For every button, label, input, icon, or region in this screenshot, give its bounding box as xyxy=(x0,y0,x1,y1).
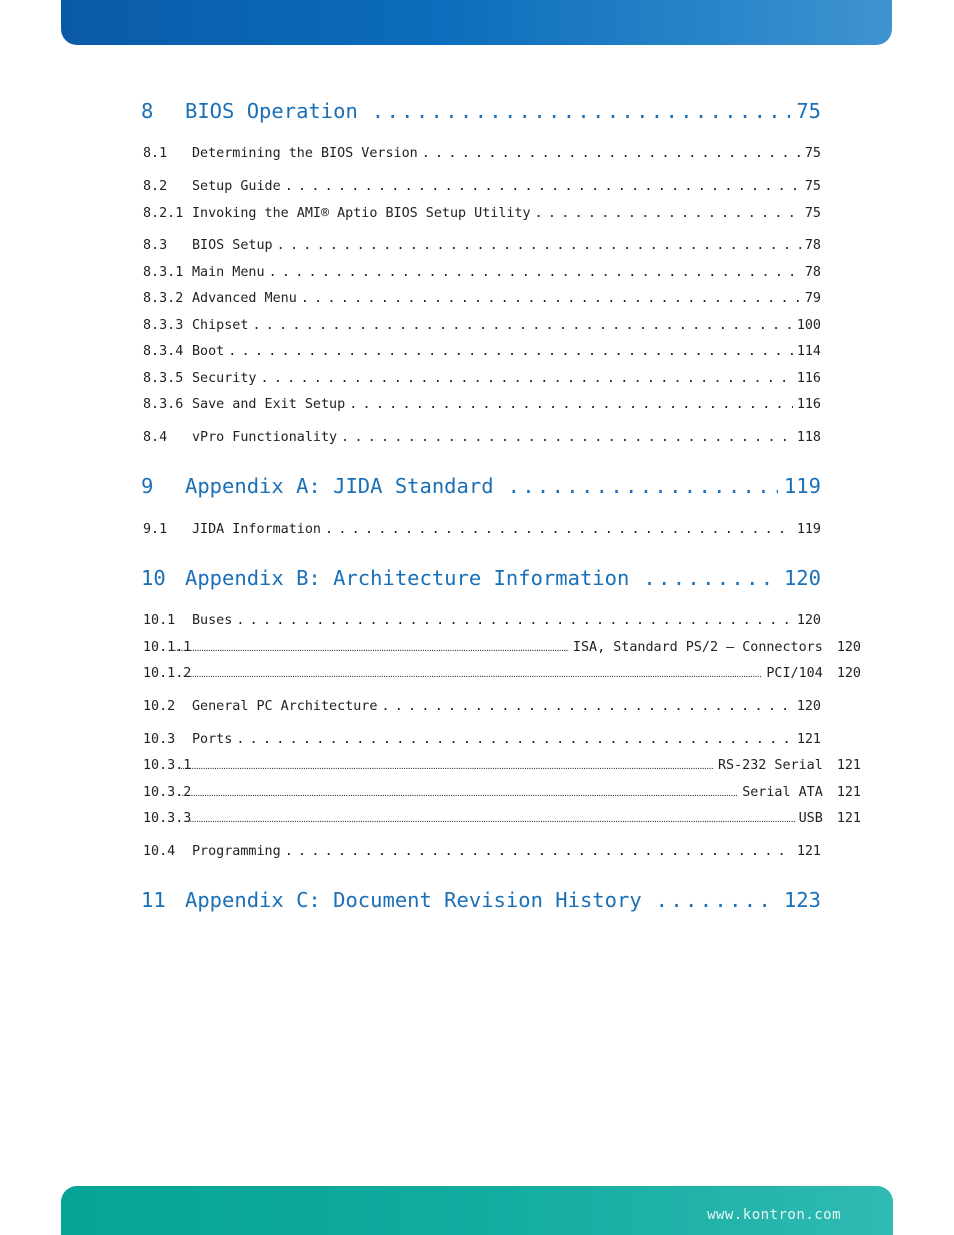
toc-leader xyxy=(172,640,569,655)
toc-leader xyxy=(372,99,791,123)
toc-number: 8 xyxy=(141,99,154,123)
toc-number: 8.3 xyxy=(143,238,168,253)
toc-page: 121 xyxy=(796,844,821,859)
toc-page: 121 xyxy=(836,811,861,826)
toc-leader xyxy=(236,732,793,747)
toc-page: 75 xyxy=(804,146,821,161)
toc-page: 119 xyxy=(783,474,821,498)
toc-leader xyxy=(301,291,801,306)
toc-number: 8.3.4 xyxy=(143,344,184,359)
toc-leader xyxy=(325,522,793,537)
toc-page: 78 xyxy=(804,265,821,280)
toc-page: 79 xyxy=(804,291,821,306)
toc-entry-10-1-1[interactable] xyxy=(143,640,861,655)
toc-leader xyxy=(277,238,801,253)
toc-page: 75 xyxy=(804,206,821,221)
toc-page: 75 xyxy=(796,99,821,123)
toc-title: General PC Architecture xyxy=(192,699,378,714)
toc-number: 8.3.3 xyxy=(143,318,184,333)
toc-page: 120 xyxy=(796,699,821,714)
toc-page: 121 xyxy=(796,732,821,747)
toc-page: 121 xyxy=(836,758,861,773)
toc-page: 120 xyxy=(783,566,821,590)
toc-number: 10 xyxy=(141,566,166,590)
toc-page: 119 xyxy=(796,522,821,537)
toc-page: 78 xyxy=(804,238,821,253)
toc-leader xyxy=(349,397,793,412)
toc-title: Setup Guide xyxy=(192,179,281,194)
toc-number: 10.2 xyxy=(143,699,176,714)
toc-leader xyxy=(183,666,763,681)
toc-page: 120 xyxy=(836,640,861,655)
toc-title: PCI/104 xyxy=(766,666,823,681)
toc-page: 123 xyxy=(783,888,821,912)
toc-number: 8.3.1 xyxy=(143,265,184,280)
toc-number: 8.2.1 xyxy=(143,206,184,221)
toc-page: 118 xyxy=(796,430,821,445)
toc-chapter-9[interactable] xyxy=(141,474,821,498)
toc-chapter-11[interactable] xyxy=(141,888,821,912)
toc-title: Determining the BIOS Version xyxy=(192,146,418,161)
toc-leader xyxy=(508,474,778,498)
toc-entry-8-3-6[interactable] xyxy=(143,397,821,412)
toc-title: Advanced Menu xyxy=(192,291,297,306)
toc-title: BIOS Operation xyxy=(185,99,358,123)
toc-page: 121 xyxy=(836,785,861,800)
toc-title: Programming xyxy=(192,844,281,859)
toc-leader xyxy=(285,179,801,194)
toc-title: Main Menu xyxy=(192,265,265,280)
toc-title: Chipset xyxy=(192,318,249,333)
toc-page: 116 xyxy=(796,371,821,386)
toc-leader xyxy=(261,371,793,386)
toc-entry-8-3[interactable] xyxy=(143,238,821,253)
toc-title: Boot xyxy=(192,344,225,359)
toc-number: 8.3.6 xyxy=(143,397,184,412)
toc-leader xyxy=(269,265,801,280)
toc-title: ISA, Standard PS/2 – Connectors xyxy=(572,640,823,655)
toc-number: 10.3.2 xyxy=(143,785,192,800)
toc-entry-8-3-3[interactable] xyxy=(143,318,821,333)
toc-number: 8.1 xyxy=(143,146,168,161)
toc-title: USB xyxy=(798,811,823,826)
toc-entry-10-3[interactable] xyxy=(143,732,821,747)
toc-title: Appendix A: JIDA Standard xyxy=(185,474,494,498)
footer-band xyxy=(61,1186,893,1235)
toc-number: 10.3 xyxy=(143,732,176,747)
toc-chapter-8[interactable] xyxy=(141,99,821,123)
toc-leader xyxy=(422,146,801,161)
toc-number: 9 xyxy=(141,474,154,498)
toc-page: 120 xyxy=(836,666,861,681)
toc-title: vPro Functionality xyxy=(192,430,338,445)
toc-entry-10-1[interactable] xyxy=(143,613,821,628)
toc-title: Security xyxy=(192,371,257,386)
toc-title: JIDA Information xyxy=(192,522,321,537)
toc-number: 10.1.1 xyxy=(143,640,192,655)
toc-title: Ports xyxy=(192,732,233,747)
toc-entry-8-3-5[interactable] xyxy=(143,371,821,386)
toc-title: RS-232 Serial xyxy=(718,758,823,773)
toc-leader xyxy=(181,785,738,800)
toc-page: 114 xyxy=(796,344,821,359)
toc-page: 120 xyxy=(796,613,821,628)
toc-entry-9-1[interactable] xyxy=(143,522,821,537)
toc-entry-8-2[interactable] xyxy=(143,179,821,194)
toc-title: Appendix B: Architecture Information xyxy=(185,566,630,590)
toc-number: 11 xyxy=(141,888,166,912)
toc-number: 10.3.3 xyxy=(143,811,192,826)
toc-leader xyxy=(643,566,778,590)
toc-leader xyxy=(381,699,792,714)
toc-title: Serial ATA xyxy=(742,785,823,800)
toc-entry-10-3-1[interactable] xyxy=(143,758,861,773)
toc-leader xyxy=(185,811,795,826)
toc-leader xyxy=(341,430,793,445)
toc-title: Buses xyxy=(192,613,233,628)
toc-entry-10-2[interactable] xyxy=(143,699,821,714)
toc-leader xyxy=(180,758,714,773)
toc-entry-10-1-2[interactable] xyxy=(143,666,861,681)
toc-entry-8-2-1[interactable] xyxy=(143,206,821,221)
toc-number: 10.4 xyxy=(143,844,176,859)
toc-entry-10-3-2[interactable] xyxy=(143,785,861,800)
toc-leader xyxy=(535,206,801,221)
toc-entry-8-4[interactable] xyxy=(143,430,821,445)
toc-number: 8.4 xyxy=(143,430,168,445)
toc-entry-8-3-4[interactable] xyxy=(143,344,821,359)
toc-title: Appendix C: Document Revision History xyxy=(185,888,642,912)
toc-number: 8.3.5 xyxy=(143,371,184,386)
toc-leader xyxy=(252,318,792,333)
toc-number: 8.2 xyxy=(143,179,168,194)
toc-entry-8-1[interactable] xyxy=(143,146,821,161)
toc-number: 10.1.2 xyxy=(143,666,192,681)
toc-leader xyxy=(236,613,793,628)
toc-leader xyxy=(656,888,778,912)
toc-page: 116 xyxy=(796,397,821,412)
toc-entry-10-3-3[interactable] xyxy=(143,811,861,826)
toc-entry-8-3-1[interactable] xyxy=(143,265,821,280)
toc-title: BIOS Setup xyxy=(192,238,273,253)
toc-title: Save and Exit Setup xyxy=(192,397,346,412)
toc-number: 8.3.2 xyxy=(143,291,184,306)
toc-page: 75 xyxy=(804,179,821,194)
toc-leader xyxy=(285,844,793,859)
toc-chapter-10[interactable] xyxy=(141,566,821,590)
toc-entry-10-4[interactable] xyxy=(143,844,821,859)
toc-leader xyxy=(228,344,793,359)
toc-number: 10.1 xyxy=(143,613,176,628)
toc-number: 10.3.1 xyxy=(143,758,192,773)
footer-url[interactable]: www.kontron.com xyxy=(707,1207,841,1223)
toc-entry-8-3-2[interactable] xyxy=(143,291,821,306)
toc-page: 100 xyxy=(796,318,821,333)
toc-number: 9.1 xyxy=(143,522,168,537)
toc-title: Invoking the AMI® Aptio BIOS Setup Utility xyxy=(192,206,531,221)
